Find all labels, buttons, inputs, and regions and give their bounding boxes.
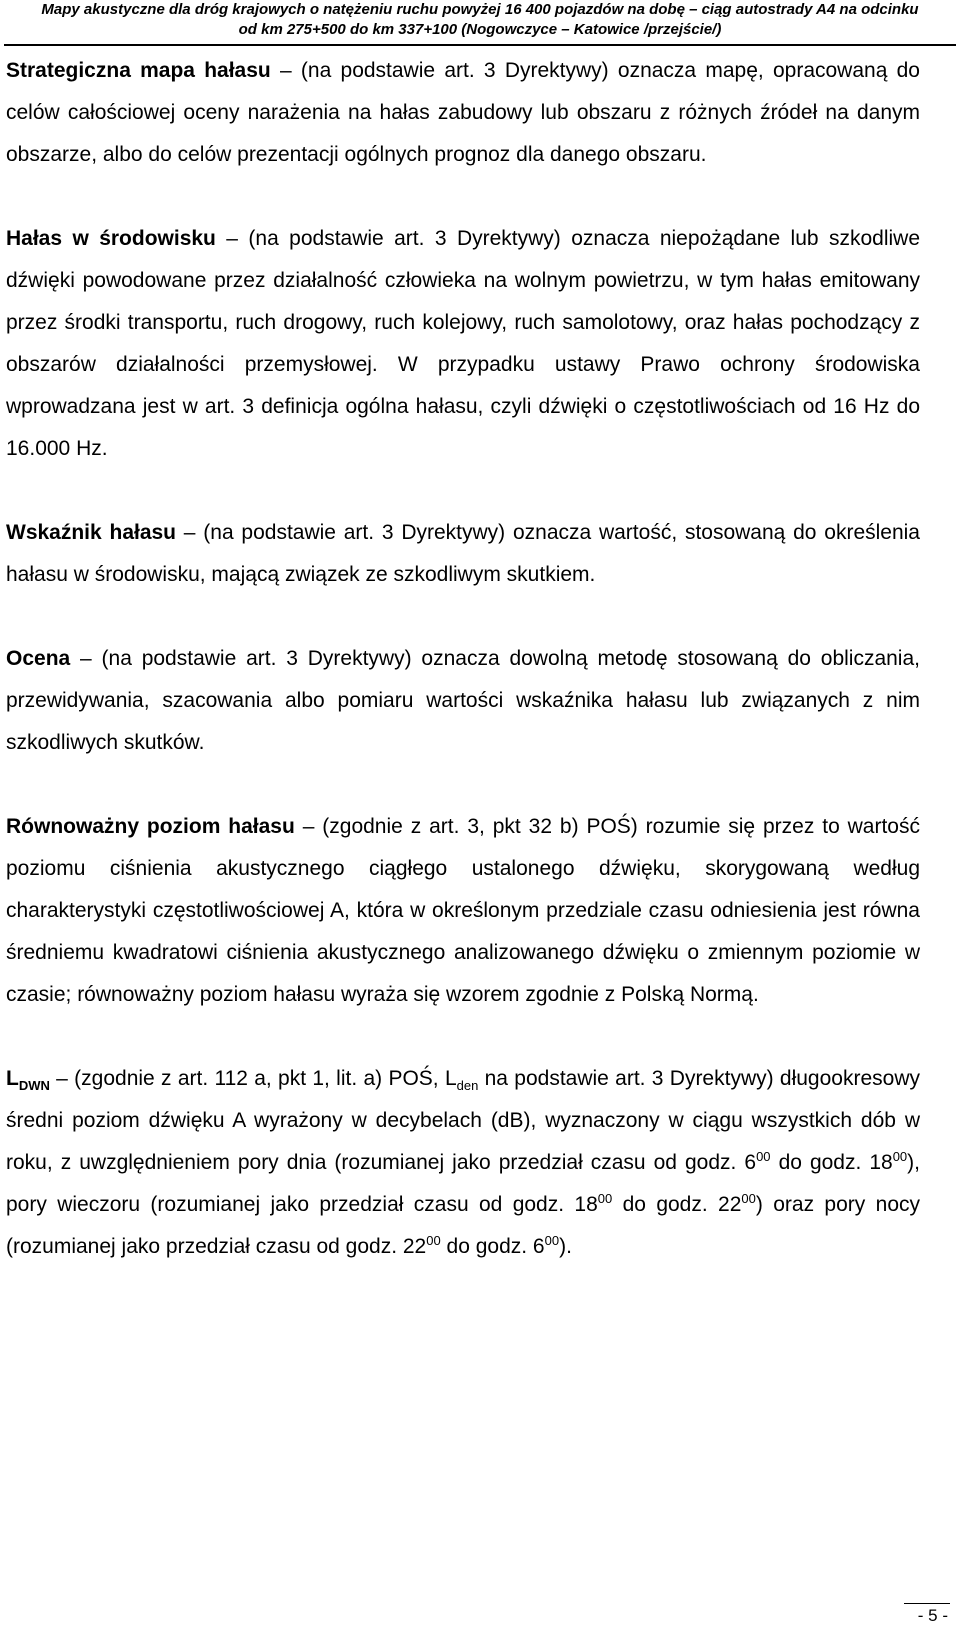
subscript-den: den <box>456 1078 479 1094</box>
definition-text-f: ) oraz pory nocy (rozumianej jako przedział czasu od godz. 22 <box>6 1193 920 1258</box>
definition-text: – (na podstawie art. 3 Dyrektywy) oznacza niepożądane lub szkodliwe dźwięki powodowane przez działalność człowieka na wolnym powietrzu, w tym hałas emitowany przez środki transportu, ruch drogowy, ruch kolejowy, ruch samolotowy, oraz hałas pochodzący z obszarów działalności przemysłowej. W przypadku ustawy Prawo ochrony środowiska wprowadzana jest w art. 3 definicja ogólna hałasu, czyli dźwięki o częstotliwościach od 16 Hz do 16.000 Hz. <box>6 227 921 460</box>
superscript-minutes: 00 <box>756 1149 771 1164</box>
definition-noise-indicator <box>6 512 920 596</box>
term-label: Ocena <box>6 647 71 670</box>
definition-environmental-noise <box>6 218 920 470</box>
term-label: Wskaźnik hałasu <box>6 521 177 544</box>
term-subscript: DWN <box>18 1078 50 1094</box>
definition-text-d: ), pory wieczoru (rozumianej jako przedział czasu od godz. 18 <box>6 1151 920 1216</box>
definition-strategic-noise-map <box>6 50 920 176</box>
header-line-1: Mapy akustyczne dla dróg krajowych o natężeniu ruchu powyżej 16 400 pojazdów na dobę – ciąg autostrady A4 na odcinku <box>41 1 919 18</box>
definition-ldwn <box>6 1058 920 1268</box>
superscript-minutes: 00 <box>892 1149 908 1164</box>
definition-text: – (zgodnie z art. 3, pkt 32 b) POŚ) rozumie się przez to wartość poziomu ciśnienia akustycznego ciągłego ustalonego dźwięku, skorygowaną według charakterystyki częstotliwościowej A, która w określonym przedziale czasu odniesienia jest równa średniemu kwadratowi ciśnienia akustycznego analizowanego dźwięku o zmiennym poziomie w czasie; równoważny poziom hałasu wyraża się wzorem zgodnie z Polską Normą. <box>6 815 920 1006</box>
header-divider <box>4 44 956 46</box>
page-header <box>0 0 960 44</box>
term-main: L <box>6 1067 19 1090</box>
definition-equivalent-noise-level <box>6 806 920 1016</box>
term-label: Równoważny poziom hałasu <box>6 815 295 838</box>
footer-divider <box>904 1603 950 1604</box>
page-number: - 5 - <box>917 1606 948 1625</box>
definition-text-g: do godz. 6 <box>440 1235 545 1258</box>
term-label <box>6 1067 50 1094</box>
superscript-minutes: 00 <box>597 1191 613 1206</box>
definition-text-e: do godz. 22 <box>612 1193 742 1216</box>
definition-assessment <box>6 638 920 764</box>
definition-text: – (na podstawie art. 3 Dyrektywy) oznacza mapę, opracowaną do celów całościowej oceny narażenia na hałas zabudowy lub obszaru z różnych źródeł na danym obszarze, albo do celów prezentacji ogólnych prognoz dla danego obszaru. <box>6 59 920 166</box>
definition-text: – (na podstawie art. 3 Dyrektywy) oznacza dowolną metodę stosowaną do obliczania, przewidywania, szacowania albo pomiaru wartości wskaźnika hałasu lub związanych z nim szkodliwych skutków. <box>6 647 920 754</box>
definition-text: – (na podstawie art. 3 Dyrektywy) oznacza wartość, stosowaną do określenia hałasu w środowisku, mającą związek ze szkodliwym skutkiem. <box>6 521 920 586</box>
definition-text-h: ). <box>559 1235 572 1258</box>
superscript-minutes: 00 <box>741 1191 756 1206</box>
term-label: Hałas w środowisku <box>6 227 216 250</box>
header-line-2: od km 275+500 do km 337+100 (Nogowczyce – Katowice /przejście/) <box>238 21 722 38</box>
superscript-minutes: 00 <box>544 1233 560 1248</box>
superscript-minutes: 00 <box>426 1233 441 1248</box>
definition-text-c: do godz. 18 <box>770 1151 893 1174</box>
document-body <box>6 50 920 1310</box>
definition-text-b: na podstawie art. 3 Dyrektywy) długookresowy średni poziom dźwięku A wyrażony w decybelach (dB), wyznaczony w ciągu wszystkich dób w roku, z uwzględnieniem pory dnia (rozumianej jako przedział czasu od godz. 6 <box>6 1067 920 1174</box>
definition-text-a: – (zgodnie z art. 112 a, pkt 1, lit. a) POŚ, L <box>49 1067 457 1090</box>
term-label: Strategiczna mapa hałasu <box>6 59 271 82</box>
